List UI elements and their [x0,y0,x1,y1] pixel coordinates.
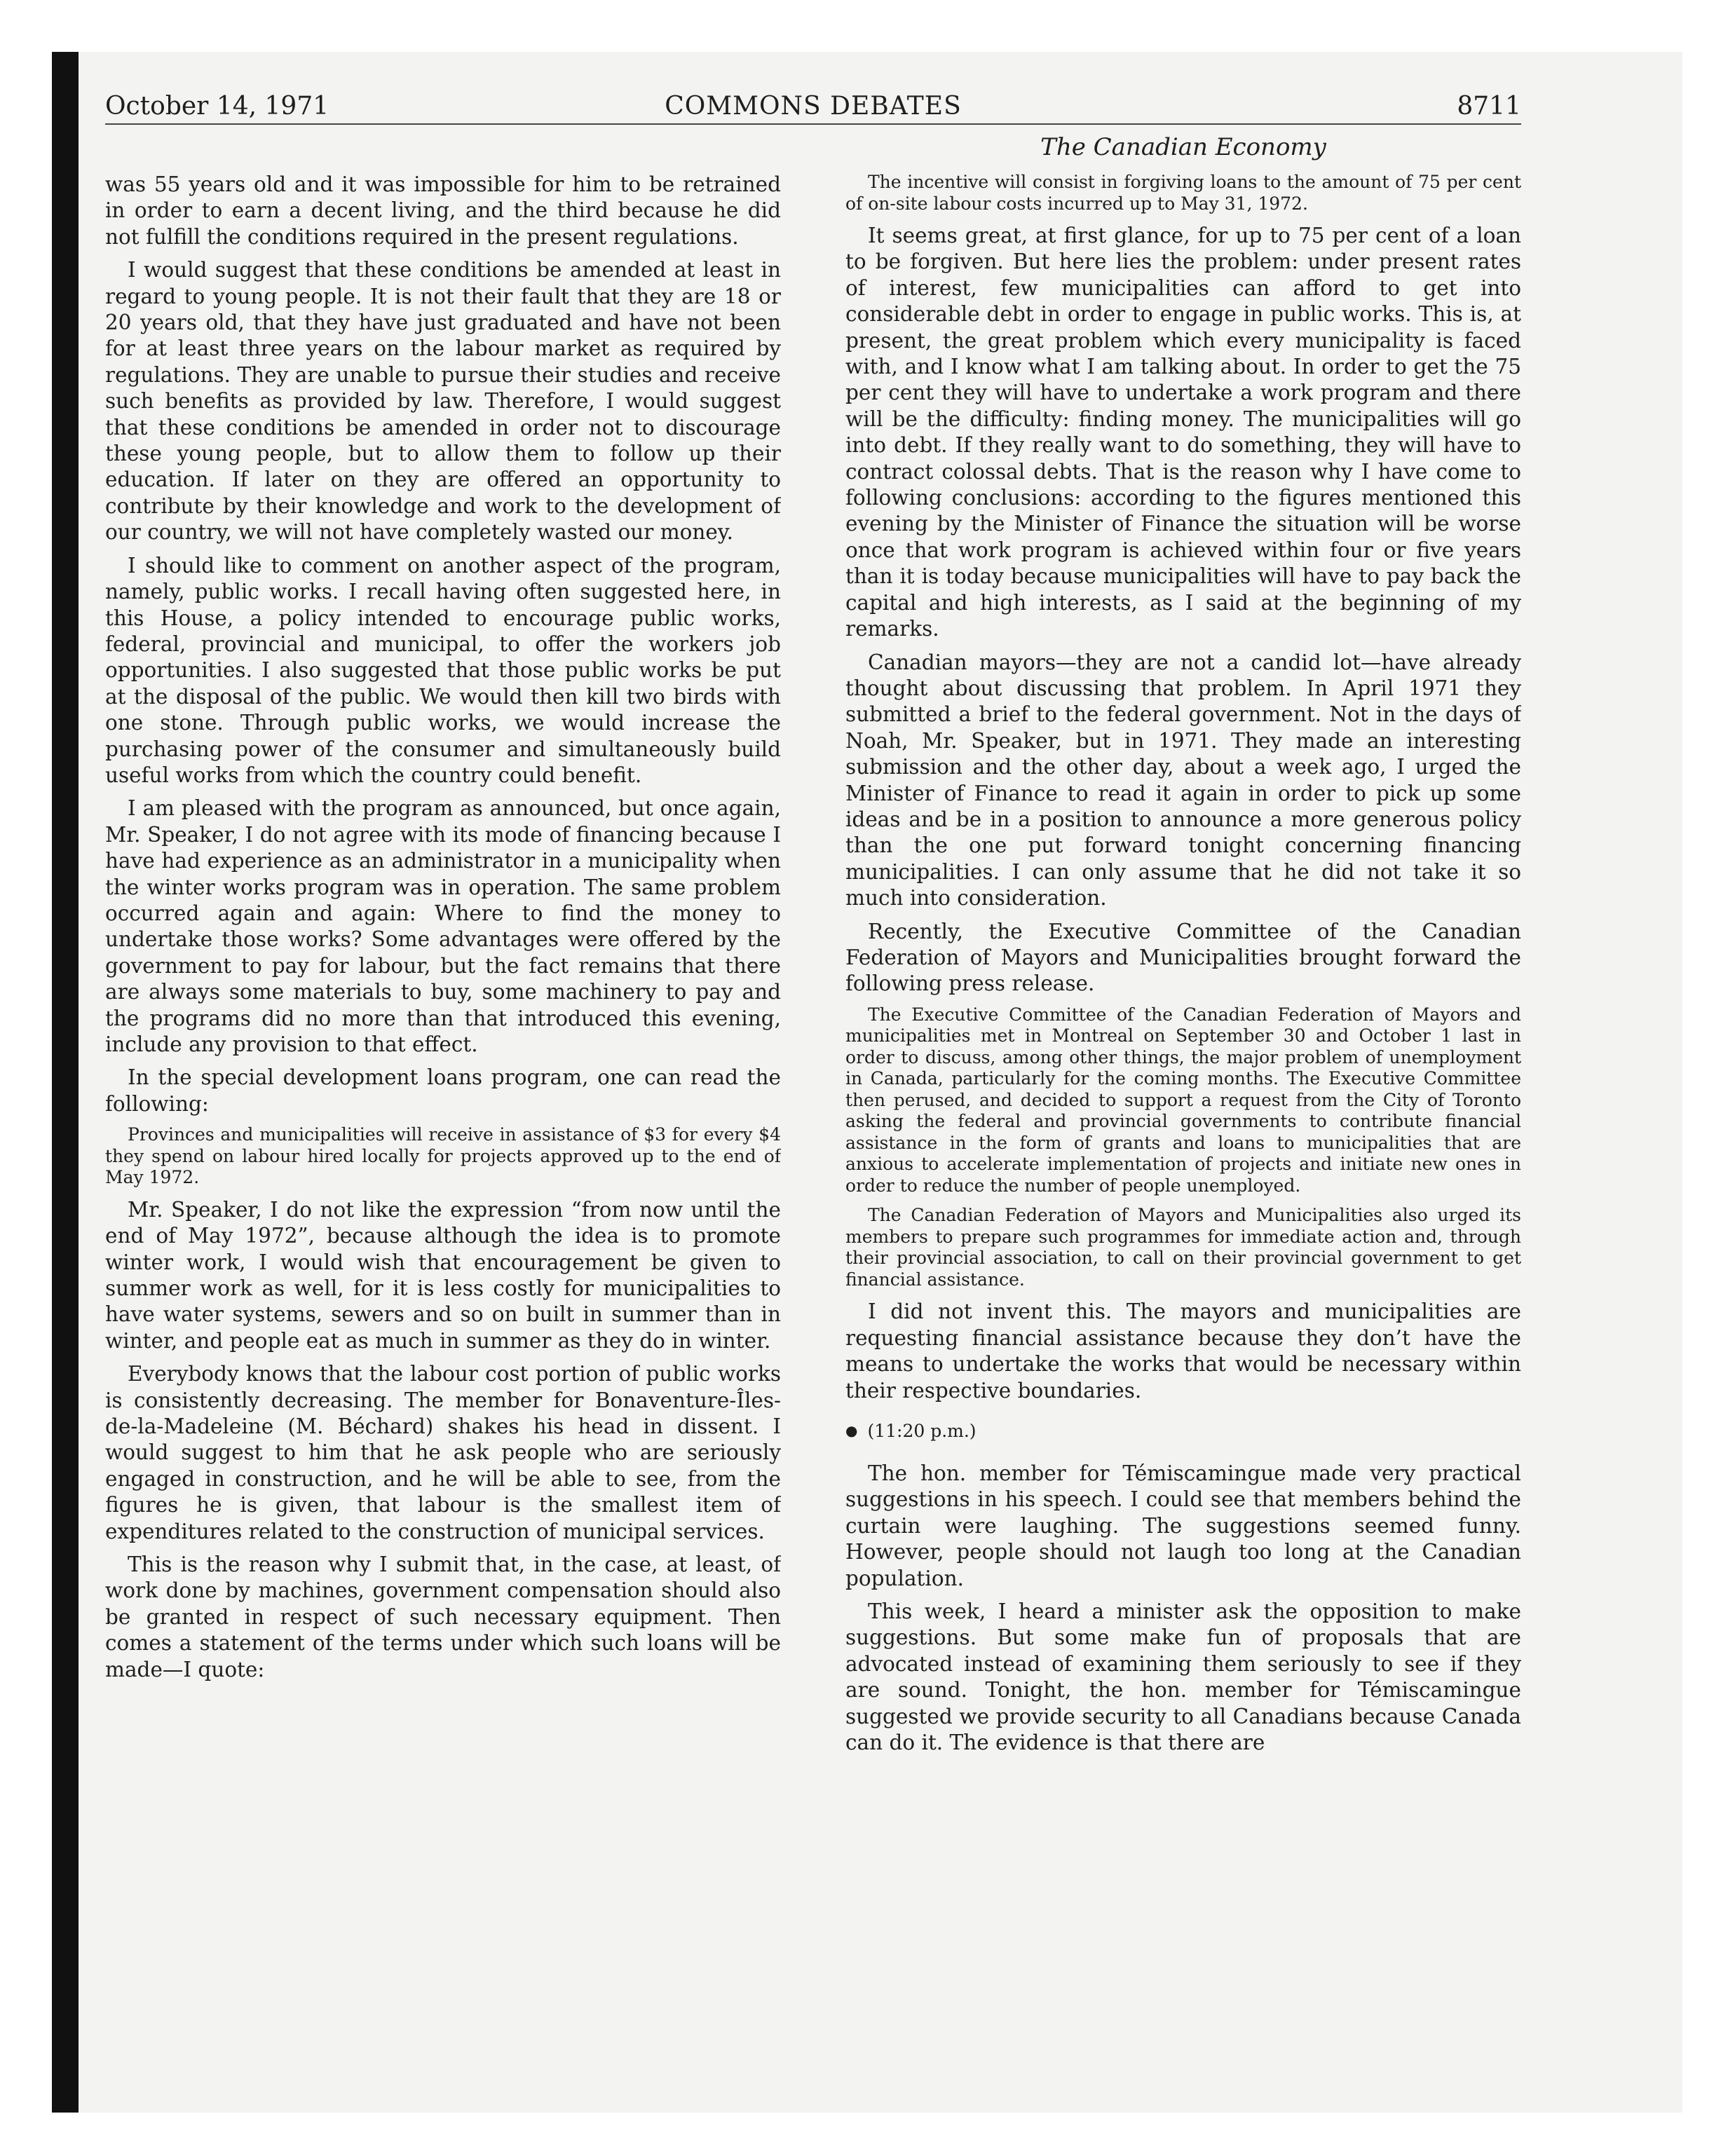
paragraph: I did not invent this. The mayors and municipalities are requesting financial assistance because they don’t have the means to undertake the works that would be necessary within their respective boundaries. [845,1299,1521,1403]
paragraph: Mr. Speaker, I do not like the expression “from now until the end of May 1972”, because although the idea is to promote winter work, I would wish that encouragement be given to summer work as well, for it is less costly for municipalities to have water systems, sewers and so on built in summer than in winter, and people eat as much in summer as they do in winter. [105,1197,781,1353]
time-marker [845,1418,1521,1444]
paragraph: The hon. member for Témiscamingue made very practical suggestions in his speech. I could see that members behind the curtain were laughing. The suggestions seemed funny. However, people should not laugh too long at the Canadian population. [845,1461,1521,1590]
header-title: COMMONS DEBATES [665,92,962,121]
paragraph: Recently, the Executive Committee of the Canadian Federation of Mayors and Municipalities brought forward the following press release. [845,919,1521,996]
paragraph: Everybody knows that the labour cost portion of public works is consistently decreasing. The member for Bonaventure-Îles-de-la-Madeleine (M. Béchard) shakes his head in dissent. I would suggest to him that he ask people who are seriously engaged in construction, and he will be able to see, from the figures he is given, that labour is the smallest item of expenditures related to the construction of municipal services. [105,1362,781,1543]
quoted-passage: The Canadian Federation of Mayors and Municipalities also urged its members to prepare such programmes for immediate action and, through their provincial association, to call on their provincial government to get financial assistance. [845,1205,1521,1290]
quoted-passage: The Executive Committee of the Canadian Federation of Mayors and municipalities met in Montreal on September 30 and October 1 last in order to discuss, among other things, the major problem of unemployment in Canada, particularly for the coming months. The Executive Committee then perused, and decided to support a request from the City of Toronto asking the federal and provincial governments to contribute financial assistance in the form of grants and loans to municipalities that are anxious to accelerate implementation of projects and initiate new ones in order to reduce the number of people unemployed. [845,1004,1521,1196]
paragraph: I should like to comment on another aspect of the program, namely, public works. I recall having often suggested here, in this House, a policy intended to encourage public works, federal, provincial and municipal, to offer the workers job opportunities. I also suggested that those public works be put at the disposal of the public. We would then kill two birds with one stone. Through public works, we would increase the purchasing power of the consumer and simultaneously build useful works from which the country could benefit. [105,553,781,787]
quoted-passage: Provinces and municipalities will receive in assistance of $3 for every $4 they spend on labour hired locally for projects approved up to the end of May 1972. [105,1124,781,1188]
right-column [845,172,1521,2092]
quoted-passage: The incentive will consist in forgiving loans to the amount of 75 per cent of on-site labour costs incurred up to May 31, 1972. [845,172,1521,214]
paragraph: Canadian mayors—they are not a candid lot—have already thought about discussing that problem. In April 1971 they submitted a brief to the federal government. Not in the days of Noah, Mr. Speaker, but in 1971. They made an interesting submission and the other day, about a week ago, I urged the Minister of Finance to read it again in order to pick up some ideas and be in a position to announce a more generous policy than the one put forward tonight concerning financing municipalities. I can only assume that he did not take it so much into consideration. [845,650,1521,910]
paragraph: I would suggest that these conditions be amended at least in regard to young people. It is not their fault that they are 18 or 20 years old, that they have just graduated and have not been for at least three years on the labour market as required by regulations. They are unable to pursue their studies and receive such benefits as provided by law. Therefore, I would suggest that these conditions be amended in order not to discourage these young people, but to allow them to follow up their education. If later on they are offered an opportunity to contribute by their knowledge and work to the development of our country, we will not have completely wasted our money. [105,258,781,545]
bullet-icon: ● [845,1421,858,1439]
time-stamp: (11:20 p.m.) [867,1420,977,1441]
paragraph: I am pleased with the program as announced, but once again, Mr. Speaker, I do not agree with its mode of financing because I have had experience as an administrator in a municipality when the winter works program was in operation. The same problem occurred again and again: Where to find the money to undertake those works? Some advantages were offered by the government to pay for labour, but the fact remains that there are always some materials to buy, some machinery to pay and the programs did no more than that introduced this evening, include any provision to that effect. [105,796,781,1056]
paragraph: It seems great, at first glance, for up to 75 per cent of a loan to be forgiven. But here lies the problem: under present rates of interest, few municipalities can afford to get into considerable debt in order to engage in public works. This is, at present, the great problem which every municipality is faced with, and I know what I am talking about. In order to get the 75 per cent they will have to undertake a work program and there will be the difficulty: finding money. The municipalities will go into debt. If they really want to do something, they will have to contract colossal debts. That is the reason why I have come to following conclusions: according to the figures mentioned this evening by the Minister of Finance the situation will be worse once that work program is achieved within four or five years than it is today because municipalities will have to pay back the capital and high interests, as I said at the beginning of my remarks. [845,224,1521,641]
paragraph: was 55 years old and it was impossible for him to be retrained in order to earn a decent living, and the third because he did not fulfill the conditions required in the present regulations. [105,172,781,249]
left-column [105,172,781,2092]
header-page-number: 8711 [1457,92,1521,121]
header-date: October 14, 1971 [105,92,329,121]
paragraph: In the special development loans program, one can read the following: [105,1065,781,1116]
page-header [105,90,1521,125]
section-title: The Canadian Economy [1040,133,1326,161]
paragraph: This is the reason why I submit that, in the case, at least, of work done by machines, government compensation should also be granted in respect of such necessary equipment. Then comes a statement of the terms under which such loans will be made—I quote: [105,1553,781,1681]
scan-edge-bar [52,52,79,2113]
paragraph: This week, I heard a minister ask the opposition to make suggestions. But some make fun of proposals that are advocated instead of examining them seriously to see if they are sound. Tonight, the hon. member for Témiscamingue suggested we provide security to all Canadians because Canada can do it. The evidence is that there are [845,1599,1521,1754]
